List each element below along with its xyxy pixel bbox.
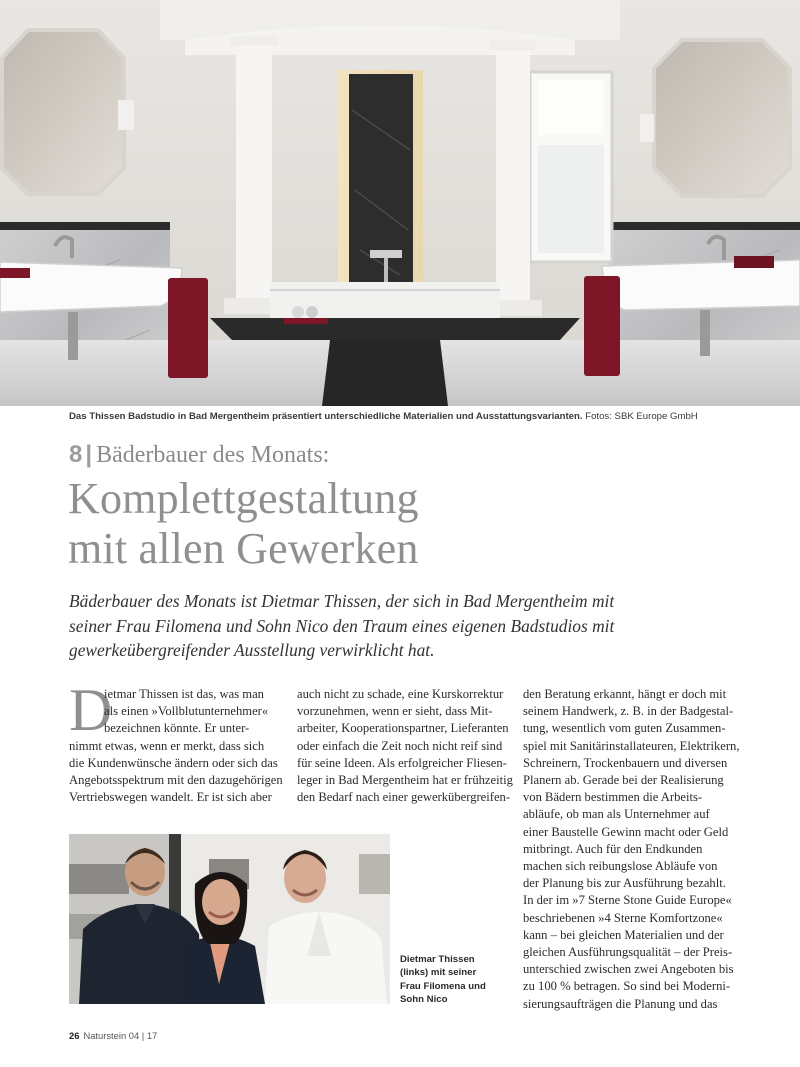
text-line: kann – bei gleichen Materialien und der <box>523 927 724 942</box>
text-line: auch nicht zu schade, eine Kurskorrektur <box>297 687 504 701</box>
text-line: den Bedarf nach einer gewerkübergreifen- <box>297 790 511 805</box>
text-line: leger in Bad Mergentheim hat er frühzeitig <box>297 773 513 788</box>
article-lead <box>69 589 769 663</box>
text-line: gleichen Ausführungsqualität – der Preis- <box>523 945 733 960</box>
text-line: als einen »Vollblutunternehmer« <box>104 704 269 719</box>
text-line: mitbringt. Auch für den Endkunden <box>523 841 703 856</box>
text-line: von Bädern bestimmen die Arbeits- <box>523 790 703 805</box>
bathroom-photo <box>0 0 800 406</box>
text-line: nimmt etwas, wenn er merkt, dass sich <box>69 738 265 753</box>
text-column-2 <box>297 686 513 806</box>
bathroom-illustration <box>0 0 800 406</box>
text-line: vorzunehmen, wenn er sieht, dass Mit- <box>297 704 493 719</box>
text-line: Planern ab. Gerade bei der Realisierung <box>523 773 724 788</box>
text-line: Vertriebswegen wandelt. Er ist sich aber <box>69 790 272 805</box>
section-separator: | <box>85 441 93 468</box>
portrait-caption-line-3: Frau Filomena und <box>400 980 486 992</box>
lead-line-3: gewerkeübergreifender Ausstellung verwirklicht hat. <box>69 640 435 660</box>
magazine-issue: Naturstein 04 | 17 <box>83 1030 158 1041</box>
text-line: die Kundenwünsche ändern oder sich das <box>69 755 278 770</box>
portrait-caption-line-2: (links) mit seiner <box>400 967 477 979</box>
headline-line-2: mit allen Gewerken <box>68 524 419 573</box>
section-kicker <box>69 441 329 469</box>
text-column-1 <box>69 686 283 806</box>
text-line: für seine Ideen. Als erfolgreicher Fliesen- <box>297 755 507 770</box>
text-line: Schreinern, Trockenbauern und diversen <box>523 755 728 770</box>
photo-credit: Fotos: SBK Europe GmbH <box>585 411 698 422</box>
portrait-caption <box>400 953 510 1007</box>
portrait-caption-line-1: Dietmar Thissen <box>400 954 475 965</box>
text-line: Angebotsspektrum mit den dazugehörigen <box>69 773 283 788</box>
lead-line-1: Bäderbauer des Monats ist Dietmar Thissen, der sich in Bad Mergentheim mit <box>69 591 615 611</box>
section-label: Bäderbauer des Monats: <box>96 442 330 468</box>
section-number: 8 <box>69 441 83 468</box>
text-line: unterschied zwischen zwei Angeboten bis <box>523 962 734 977</box>
text-line: der Planung bis zur Ausführung bezahlt. <box>523 876 726 891</box>
headline-line-1: Komplettgestaltung <box>68 474 419 523</box>
portrait-caption-line-4: Sohn Nico <box>400 994 448 1006</box>
text-line: ietmar Thissen ist das, was man <box>104 687 264 701</box>
photo-caption-text: Das Thissen Badstudio in Bad Mergentheim präsentiert unterschiedliche Materialien und Ausstattungsvarianten. <box>69 411 583 422</box>
text-column-3 <box>523 686 740 1013</box>
text-line: den Beratung erkannt, hängt er doch mit <box>523 687 727 701</box>
page-number: 26 <box>69 1030 80 1041</box>
family-illustration <box>69 834 390 1004</box>
dropcap: D <box>69 677 113 743</box>
text-line: tung, wesentlich vom guten Zusammen- <box>523 721 726 736</box>
text-line: spiel mit Sanitärinstallateuren, Elektrikern, <box>523 738 740 753</box>
article-headline <box>68 474 768 574</box>
text-line: oder einfach die Zeit noch nicht reif sind <box>297 738 503 753</box>
text-line: beschriebenen »4 Sterne Komfortzone« <box>523 910 723 925</box>
text-line: In der im »7 Sterne Stone Guide Europe« <box>523 893 732 908</box>
text-line: zu 100 % betragen. So sind bei Moderni- <box>523 979 731 994</box>
text-line: seinem Handwerk, z. B. in der Badgestal- <box>523 704 734 719</box>
family-photo <box>69 834 390 1004</box>
text-line: arbeiter, Kooperationspartner, Lieferanten <box>297 721 509 736</box>
photo-caption <box>69 411 769 422</box>
text-line: einer Baustelle Gewinn macht oder Geld <box>523 824 729 839</box>
lead-line-2: seiner Frau Filomena und Sohn Nico den Traum eines eigenen Badstudios mit <box>69 615 615 636</box>
text-line: sierungsaufträgen die Planung und das <box>523 996 718 1011</box>
text-line: machen sich reibungslose Abläufe von <box>523 859 718 874</box>
text-line: bezeichnen könnte. Er unter- <box>104 721 250 736</box>
text-line: abläufe, ob man als Unternehmer auf <box>523 807 710 822</box>
page-footer <box>69 1030 157 1041</box>
